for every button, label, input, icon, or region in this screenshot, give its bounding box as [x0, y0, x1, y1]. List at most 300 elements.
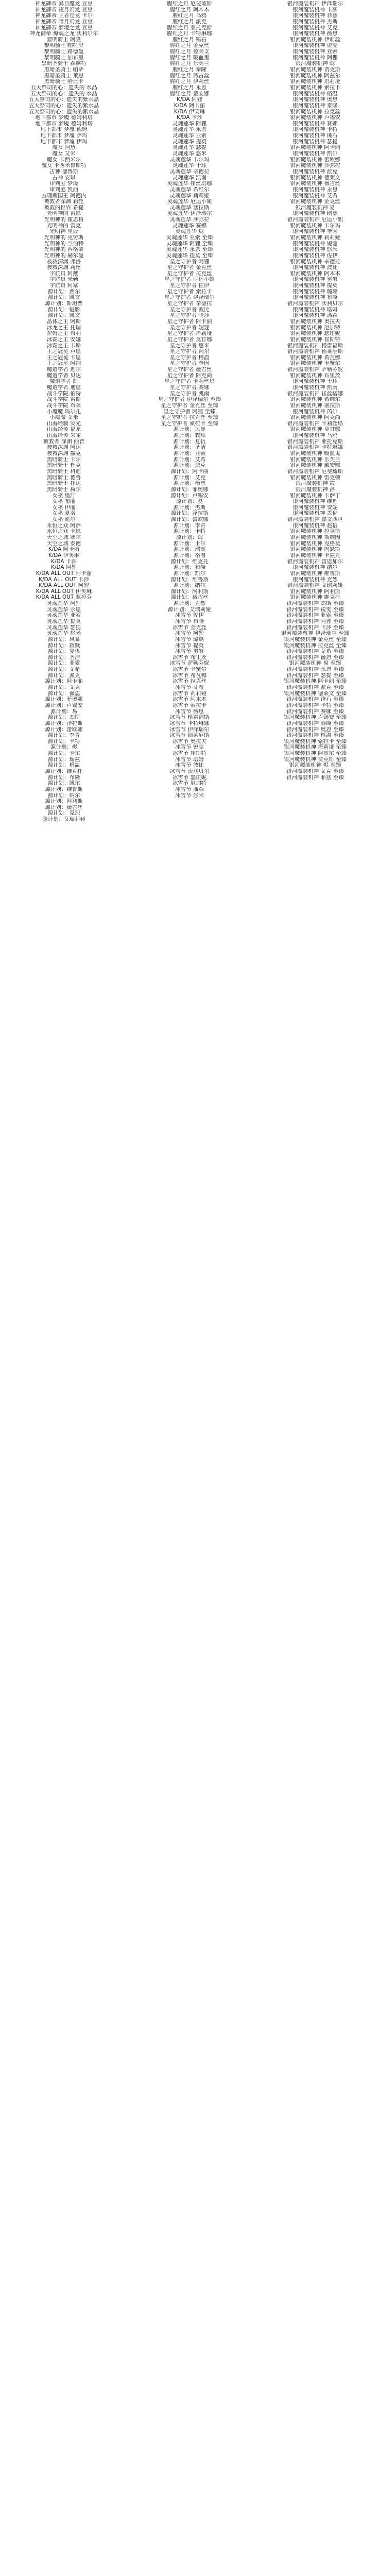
list-item: 光明神的 雷克 [46, 223, 81, 229]
list-item: 银河魔装机神 莉莉娅 [290, 234, 340, 241]
list-item: 黑暗圣骑士 莱恩 [44, 73, 84, 79]
list-item: 星之守护者 卡莎 [169, 313, 210, 319]
list-item: 银河魔装机神 璐璐 [292, 289, 338, 295]
list-item: 王之冠冕 卡恩 [46, 354, 81, 361]
list-item: 灵魂莲华 赛娜 [172, 223, 207, 229]
list-item: 王之冠冕 阿纳 [46, 361, 81, 367]
list-item: 黑暗骑士 杜克 [46, 463, 81, 469]
list-item: 腥红之月 金克丝 [169, 43, 210, 49]
list-item: 源计划：艾瑞莉娅 [168, 606, 211, 613]
list-item: 源计划：维克托 [45, 769, 83, 774]
list-item: 银河魔装机神 乐芙兰 [290, 456, 340, 463]
list-item: 星之守护者 薇古丝 [167, 367, 212, 373]
list-item: 源计划：阿卡丽 [170, 468, 209, 474]
list-item: 冰雪节 卡蜜尔 [172, 667, 207, 673]
list-item: 冰雪节 崔斯特 [172, 751, 207, 757]
list-item: 银河魔装机神 凯南 [292, 385, 338, 391]
list-item: 灵魂莲华 阿狸 至臻 [166, 241, 213, 247]
list-item: 山海经骑 荧光 [46, 420, 81, 427]
list-item: 腥红之月 吸血鬼 [169, 55, 210, 61]
list-item: 源计划：亚索 [47, 660, 80, 667]
list-item: 神龙御帝 王者苍龙 卡尔 [35, 13, 93, 19]
list-item: 银河魔装机神 锤石 [292, 133, 338, 139]
list-item: 源计划：派克 [173, 463, 206, 469]
list-item: 源计划：凯尔 [173, 570, 206, 577]
list-item: 冰雪节 萨勒芬妮 [169, 660, 210, 667]
list-item: 银河魔装机神 薇恩 至臻 [286, 654, 344, 660]
list-item: 银河魔装机神 金克丝 至臻 [283, 636, 347, 642]
list-item: 源计划：瑞兹 [173, 547, 206, 553]
list-item: 银河魔装机神 克烈 [292, 577, 338, 583]
list-item: 源计划：易 [50, 708, 78, 715]
list-item: 冰雪节 格雷福斯 [169, 715, 210, 721]
list-item: 星之守护者 凯南 [169, 391, 210, 397]
list-item: 源计划：艾瑞莉娅 [42, 817, 85, 823]
list-item: 星之守护者 索拉卡 至臻 [161, 420, 218, 427]
list-item: 银河魔装机神 伊泽瑞尔 [287, 1, 343, 7]
list-item: 源计划：格温 [47, 762, 80, 769]
list-item: 魔女 卡西米尔 [46, 157, 81, 163]
list-item: 黎明骑士 阿隆 [46, 37, 81, 43]
list-item: 银河魔装机神 崔斯特 [290, 336, 340, 343]
list-item: 银河魔装机神 卢锡安 至臻 [283, 715, 347, 721]
list-item: 银河魔装机神 萨勒芬妮 [287, 367, 343, 373]
list-item: 源计划：卡特 [47, 738, 80, 744]
list-item: 王之冠冕 卢恩 [46, 349, 81, 355]
list-item: 灵魂莲华 悠米 [46, 631, 81, 637]
list-item: K/DA ALL OUT 伊芙琳 [36, 588, 92, 595]
list-item: 银河魔装机神 雷恩加尔 [287, 558, 343, 565]
list-item: K/DA 伊芙琳 [48, 552, 80, 558]
list-item: 源计划：复仇 [173, 438, 206, 445]
list-item: 冰雪节 薇恩 [175, 708, 204, 715]
list-item: 源计划：卢锡安 [45, 702, 83, 708]
list-item: 银河魔装机神 吸血鬼 [290, 451, 340, 457]
list-item: 源计划：克烈 [173, 601, 206, 607]
list-item: 源计划：烬 [50, 744, 78, 751]
list-item: 战斗学院 雷斯 [46, 397, 81, 403]
list-item: 银河魔装机神 妮蔻 [292, 241, 338, 247]
list-item: 星之守护者 阿卡丽 [167, 318, 212, 325]
list-item: 星之守护者 金克丝 至臻 [161, 402, 218, 409]
list-item: 银河魔装机神 维克托 [290, 595, 340, 601]
list-item: K/DA 阿卡丽 [48, 547, 80, 553]
list-item: 黎明骑士 路德曼 [44, 49, 84, 55]
list-item: 冰雪节 金克丝 [172, 624, 207, 631]
list-item: K/DA 卡莎 [51, 558, 77, 565]
list-item: 冰雪节 佐伊 [175, 613, 204, 619]
list-item: 银河魔装机神 奥恩 [292, 97, 338, 103]
list-item: 银河魔装机神 沃利贝尔 [287, 301, 343, 307]
list-item: 源计划：派克 [47, 672, 80, 679]
list-item: 灵魂莲华 凯南 [172, 175, 207, 181]
list-item: 银河魔装机神 阿狸 至臻 [286, 618, 344, 624]
list-column-left [2, 1, 126, 2576]
list-item: 魔女 艾米 [52, 151, 76, 157]
list-item: 银河魔装机神 贾克斯 至臻 [283, 756, 347, 762]
list-item: 源计划：救赎 [173, 433, 206, 439]
list-item: 腥红之月 戴安娜 [169, 91, 210, 97]
list-item: 源计划：凯文 [47, 295, 80, 301]
list-item: 光明神的 克劳斯 [44, 234, 84, 241]
list-item: 冰雪节 努努 [175, 649, 204, 655]
list-item: 银河魔装机神 维鲁斯 [290, 570, 340, 577]
list-item: 冰雪节 厄加特 [172, 781, 207, 787]
list-item: 天空之城 塞尔 [46, 535, 81, 541]
list-item: 魔道学者 贝达 [46, 372, 81, 379]
list-item: 永恒之众 阿萨 [46, 522, 81, 529]
list-item: 源计划：艾克 [173, 474, 206, 481]
list-item: 五大祭司的心：遗失的 水晶 [30, 91, 97, 97]
list-item: 源计划：纳尔 [173, 583, 206, 589]
list-item: 山海经传 朱雀 [46, 433, 81, 439]
list-item: 拉姆之王 布利 [46, 331, 81, 337]
list-item: 冰雪节 潘森 [175, 786, 204, 792]
list-item: 星之守护者 拉克丝 至臻 [161, 415, 218, 421]
list-item: 黑暗圣骑士 森嗣特 [41, 61, 87, 67]
list-item: 星之守护者 悠米 [169, 343, 210, 349]
list-item: 银河魔装机神 阿卡丽 至臻 [283, 679, 347, 685]
list-item: 源计划：格温 [173, 552, 206, 558]
list-item: 源计划：西尔 [47, 289, 80, 295]
list-item: 银河魔装机神 格雷福斯 [287, 343, 343, 349]
list-column-right [253, 1, 377, 2576]
list-item: 银河魔装机神 卡尔玛 [290, 223, 340, 229]
list-item: 银河魔装机神 卡特 至臻 [286, 702, 344, 708]
list-column-middle [128, 1, 251, 2576]
list-item: K/DA ALL OUT 阿狸 [39, 583, 89, 589]
list-item: 灵魂莲华 瑟提 [172, 145, 207, 151]
list-item: 魔女 卡西米鲁斯特 [41, 163, 87, 169]
list-item: 冰雪节 阿狸 [175, 631, 204, 637]
list-item: 银河魔装机神 永恩 [292, 187, 338, 193]
list-item: 银河魔装机神 厄加特 [290, 325, 340, 331]
list-item: 星之守护者 芮尔 [169, 349, 210, 355]
list-item: 银河魔装机神 卡莎 [292, 7, 338, 13]
list-item: 腥红之月 卡特琳娜 [167, 31, 212, 37]
list-item: 灵魂莲华 烬 [175, 229, 204, 235]
list-item: 魔道学者 迪恩 [46, 385, 81, 391]
list-item: 冰雪节 拉克丝 [172, 679, 207, 685]
list-item: 银河魔装机神 泰隆 至臻 [286, 720, 344, 726]
list-item: 银河魔装机神 艾希 [292, 193, 338, 199]
list-item: 查理斯国王 阿德内 [41, 193, 87, 199]
list-item: 地下都市 梦魇 伊玛 [40, 139, 88, 145]
list-item: 星之守护者 莫甘娜 [167, 336, 212, 343]
list-item: 银河魔装机神 布隆 [292, 295, 338, 301]
list-item: 山海经传 福龙 [46, 427, 81, 433]
list-item: 星之守护者 阿狸 至臻 [163, 409, 216, 415]
list-item: 源计划：阿利斯 [45, 799, 83, 805]
list-item: 银河魔装机神 阿兹尔 [290, 73, 340, 79]
list-item: 银河魔装机神 锤石 至臻 [286, 697, 344, 703]
list-item: 源计划：艾希 [173, 456, 206, 463]
list-item: K/DA ALL OUT 卡莎 [39, 577, 89, 583]
list-item: 源计划：菲奥娜 [45, 697, 83, 703]
list-item: 源计划：凯尔 [47, 781, 80, 787]
list-item: 银河魔装机神 塞拉斯 [290, 402, 340, 409]
list-item: K/DA 阿卡丽 [174, 103, 205, 109]
list-item: 冰雪节 瑟庄妮 [172, 774, 207, 781]
list-item: 银河魔装机神 卡莉丝塔 [287, 420, 343, 427]
list-item: 银河魔装机神 阿克尚 [290, 415, 340, 421]
list-item: K/DA ALL OUT 阿卡丽 [36, 570, 92, 577]
list-item: 冰雪节 奥拉夫 [172, 738, 207, 744]
list-item: 灵魂莲华 瑟提 [46, 624, 81, 631]
list-item: 冰雪节 波比 [175, 762, 204, 769]
list-item: 战斗学院 伯特 [46, 391, 81, 397]
list-item: 源计划：李青 [47, 733, 80, 739]
list-item: 源计划：杰斯 [47, 715, 80, 721]
list-item: 银河魔装机神 阿利斯 [290, 588, 340, 595]
list-item: 银河魔装机神 德莱文 [290, 175, 340, 181]
list-item: 源计划：亚索 [173, 451, 206, 457]
list-item: 银河魔装机神 拉克丝 [290, 109, 340, 115]
list-item: 灵魂莲华 提莫 [172, 139, 207, 145]
list-item: 地下都市 梦魇 萨玛 [40, 133, 88, 139]
list-item: 冰雪节 希瓦娜 [172, 672, 207, 679]
list-item: 女巫 奥汀 [52, 493, 76, 499]
list-item: 银河魔装机神 布里茨 [290, 372, 340, 379]
list-item: 审判庭 凯西 [49, 187, 78, 193]
list-item: 星之守护者 伊泽瑞尔 [164, 295, 215, 301]
list-item: 小魔魔 玛尔扎 [46, 409, 81, 415]
list-item: 银河魔装机神 崔丝塔娜 [287, 391, 343, 397]
list-item: 银河魔装机神 锐雯 [292, 43, 338, 49]
list-item: 银河魔装机神 杰斯 至臻 [286, 601, 344, 607]
list-item: 银河魔装机神 锐雯 至臻 [286, 606, 344, 613]
list-item: 源计划：阿卡丽 [45, 679, 83, 685]
list-item: 黑暗骑士 赫尔 [46, 486, 81, 493]
list-item: 星之守护者 赛娜 [169, 385, 210, 391]
list-item: 源计划：纳尔 [47, 792, 80, 799]
list-item: 星之守护者 佐伊 [169, 283, 210, 289]
list-item: 源计划：风暴 [173, 427, 206, 433]
list-item: 五大祭司的心：遗失的紫水晶 [28, 103, 99, 109]
list-item: 神龙御帝 夜月幻龙 豆豆 [35, 7, 93, 13]
list-item: 银河魔装机神 赛娜 [292, 121, 338, 127]
list-item: 腥红之月 乌鸦 [172, 13, 207, 19]
list-item: 银河魔装机神 格温 至臻 [286, 733, 344, 739]
list-item: 源计划：圣洁 [173, 445, 206, 451]
list-item: 冰雪节 布里茨 [172, 654, 207, 660]
list-item: 银河魔装机神 瑟提 [292, 139, 338, 145]
list-item: 源计划：薇恩 [47, 690, 80, 697]
list-item: 银河魔装机神 派克 至臻 [286, 685, 344, 691]
list-item: 黑暗骑士 德鲁 [46, 474, 81, 481]
list-item: K/DA ALL OUT 塞拉芬 [36, 595, 92, 601]
list-item: 银河魔装机神 德莱厄斯 [287, 349, 343, 355]
list-item: 源计划：阿利斯 [170, 588, 209, 595]
list-item: 战斗学院 布莱 [46, 402, 81, 409]
list-item: 冰雪节 璐璐 [175, 636, 204, 642]
list-item: 小魔魔 艾米 [49, 415, 78, 421]
list-item: 黎明骑士 帕特里 [44, 43, 84, 49]
list-item: 源计划：风暴 [47, 636, 80, 642]
list-item: 银河魔装机神 瑟提 至臻 [286, 672, 344, 679]
list-item: 源计划：维鲁斯 [170, 577, 209, 583]
list-item: 银河魔装机神 洛 [295, 486, 335, 493]
list-item: 源计划：菲奥娜 [170, 486, 209, 493]
list-item: 银河魔装机神 瑟庄妮 [290, 331, 340, 337]
list-item: 灵魂莲华 厄运小姐 [167, 199, 212, 205]
list-item: 银河魔装机神 贾克斯 [290, 67, 340, 73]
list-item: 银河魔装机神 卡兹克 [290, 552, 340, 558]
list-item: 审判庭 梦境 [49, 181, 78, 187]
list-item: 源计划：瑞兹 [47, 756, 80, 762]
list-item: 腥红之月 厄斐琉斯 [167, 1, 212, 7]
list-item: 冰雪节 锐雯 [175, 744, 204, 751]
list-item: 光明神的 西格蒙 [44, 247, 84, 253]
list-item: 永恒之众 卡恩 [46, 529, 81, 535]
list-item: 冰雪节 布隆 [175, 618, 204, 624]
list-item: 星之守护者 阿狸 [169, 259, 210, 265]
list-item: 五大祭司的心：遗失的 水晶 [30, 84, 97, 91]
list-item: 银河魔装机神 蕾欧娜 [290, 157, 340, 163]
list-item: 银河魔装机神 潘森 [292, 313, 338, 319]
list-item: 源计划：薇恩 [173, 481, 206, 487]
list-item: 源计划：魅影 [47, 307, 80, 313]
list-item: 星之守护者 阿克尚 [167, 372, 212, 379]
list-item: 银河魔装机神 阿兹尔 至臻 [283, 751, 347, 757]
list-item: 银河魔装机神 卡特琳娜 [287, 445, 343, 451]
list-item: 银河魔装机神 纳尔 [292, 565, 338, 571]
list-item: 银河魔装机神 塔莉垭 至臻 [283, 744, 347, 751]
list-item: 银河魔装机神 菲兹 至臻 [286, 774, 344, 781]
list-item: 源计划：凯文 [47, 313, 80, 319]
list-item: 古神 安琪 [52, 175, 76, 181]
list-item: 银河魔装机神 莎弥拉 [290, 163, 340, 169]
list-item: 银河魔装机神 亚索 至臻 [286, 613, 344, 619]
list-item: K/DA 伊芙琳 [174, 109, 205, 115]
list-item: 星之守护者 卡莉丝塔 [164, 379, 215, 385]
list-item: 银河魔装机神 烬 至臻 [289, 762, 341, 769]
list-item: 冰雪节 悠米 [175, 792, 204, 799]
list-item: 黑暗骑士 卡尔 [46, 456, 81, 463]
list-item: 银河魔装机神 伊莉丝 [290, 37, 340, 43]
list-item: 银河魔装机神 希维尔 [290, 397, 340, 403]
list-item: 银河魔装机神 戴安娜 [290, 463, 340, 469]
list-item: 冰雪节 德莱厄斯 [169, 733, 210, 739]
list-item: 银河魔装机神 厄运小姐 [287, 217, 343, 223]
list-item: 被救深渊 阿达 [46, 445, 81, 451]
list-item: 银河魔装机神 乌鸦 [292, 433, 338, 439]
list-item: 银河魔装机神 易 [295, 205, 335, 211]
list-item: 源计划：蕾欧娜 [45, 726, 83, 733]
list-item: 源计划：复仇 [47, 649, 80, 655]
list-item: 被救的世界 希提 [44, 205, 84, 211]
list-item: 被救者 深渊 西普 [43, 438, 85, 445]
list-item: 银河魔装机神 派克 [292, 168, 338, 175]
list-item: 冰雪节 塔姆 [175, 756, 204, 762]
list-item: 灵魂莲华 莎弥拉 [169, 217, 210, 223]
list-item: 腥红之月 德莱文 [169, 49, 210, 55]
list-item: 银河魔装机神 艾希 至臻 [286, 649, 344, 655]
list-item: 银河魔装机神 泰隆 [292, 103, 338, 109]
list-item: 银河魔装机神 希瓦娜 [290, 354, 340, 361]
list-item: 源计划：易 [176, 499, 203, 505]
list-item: 腥红之月 薇古丝 [169, 73, 210, 79]
list-item: 星之守护者 伊泽瑞尔 至臻 [158, 397, 221, 403]
list-item: 银河魔装机神 阿卡丽 [290, 145, 340, 151]
list-item: 黑暗骑士 哈比卡 [44, 79, 84, 85]
list-item: 五大祭司的心：遗失的紫水晶 [28, 109, 99, 115]
list-item: 源计划：卢锡安 [170, 493, 209, 499]
list-item: 冰雪节 艾希 [175, 685, 204, 691]
list-item: 银河魔装机神 亚索 [292, 49, 338, 55]
list-item: 银河魔装机神 厄斐琉斯 [287, 468, 343, 474]
list-item: 源计划：卡特 [173, 529, 206, 535]
list-item: 腥红之月 乐芙兰 [169, 61, 210, 67]
list-item: 腥红之月 亚托克斯 [167, 25, 212, 31]
list-item: 源计划：圣洁 [47, 654, 80, 660]
list-item: 星之守护者 金克丝 [167, 265, 212, 271]
list-item: 宇航员 阿塞 [49, 283, 78, 289]
list-item: 银河魔装机神 努努 [292, 277, 338, 283]
list-item: 银河魔装机神 卢锡安 [290, 115, 340, 121]
list-item: K/DA 卡莎 [177, 115, 202, 121]
list-item: 源计划：斯坦普 [45, 301, 83, 307]
list-item: 源计划：维鲁斯 [45, 786, 83, 792]
list-item: 源计划：艾克 [47, 685, 80, 691]
list-item: 银河魔装机神 维迦 [292, 499, 338, 505]
list-item: 星之守护者 索拉卡 [167, 289, 212, 295]
list-item: 源计划：布隆 [47, 774, 80, 781]
list-item: 源计划：布隆 [173, 565, 206, 571]
list-item: 银河魔装机神 芮尔 [292, 409, 338, 415]
list-item: 银河魔装机神 亚托克斯 [287, 438, 343, 445]
list-item: 银河魔装机神 奥拉夫 [290, 318, 340, 325]
list-item: 银河魔装机神 塔莉垭 [290, 79, 340, 85]
list-item: 地下都市 梦魇 德姆 [40, 127, 88, 133]
list-item: 源计划：烬 [176, 535, 203, 541]
list-item: 银河魔装机神 杰斯 [292, 19, 338, 25]
list-item: K/DA 阿狸 [177, 97, 202, 103]
list-item: 银河魔装机神 安妮 [292, 504, 338, 511]
list-item: 银河魔装机神 烬 [295, 61, 335, 67]
list-item: 源计划：卡尔 [173, 540, 206, 547]
list-item: 灵魂莲华 塞拉斯 [169, 205, 210, 211]
list-item: 银河魔装机神 索拉卡 [290, 84, 340, 91]
list-item: 灵魂莲华 千珏 [172, 163, 207, 169]
list-item: 冰雪节 伊泽瑞尔 [169, 726, 210, 733]
list-item: 冰霜之主 安娜 [46, 336, 81, 343]
list-item: 银河魔装机神 盖伦 [292, 511, 338, 517]
list-item: 星之守护者 拉克丝 [167, 270, 212, 277]
list-item: 古神 德鲁斯 [49, 168, 78, 175]
list-item: 黑暗圣骑士 帕萨 [44, 67, 84, 73]
list-item: 冰雪节 沃利贝尔 [169, 769, 210, 774]
list-item: 腥红之月 锤石 [172, 37, 207, 43]
list-item: 银河魔装机神 莫甘娜 [290, 427, 340, 433]
list-item: 腥红之月 永恩 [172, 84, 207, 91]
list-item: 灵魂莲华 永恩 [172, 127, 207, 133]
list-item: 地下都市 梦魇 德姆利塔 [35, 121, 93, 127]
list-item: 灵魂莲华 提莫 至臻 [166, 252, 213, 259]
list-item: 光明神的 雷恩 [46, 211, 81, 217]
list-item: 灵魂莲华 亚索 [172, 133, 207, 139]
list-item: 银河魔装机神 内瑟斯 [290, 547, 340, 553]
list-item: 黎明骑士 加布里 [44, 55, 84, 61]
list-item: 女巫 布丽 [52, 499, 76, 505]
list-item: 源计划：泽拉斯 [170, 511, 209, 517]
list-item: 神龙御帝 燎魂之龙 沃利尔尔 [29, 31, 98, 37]
list-item: 银河魔装机神 薇古丝 [290, 181, 340, 187]
list-item: 星之守护者 厄运小姐 [164, 277, 215, 283]
list-item: 光明神的 霍恩格 [44, 217, 84, 223]
list-item: 腥红之月 伊莉丝 [169, 79, 210, 85]
list-item: 五大祭司的心：遗失的紫水晶 [28, 97, 99, 103]
